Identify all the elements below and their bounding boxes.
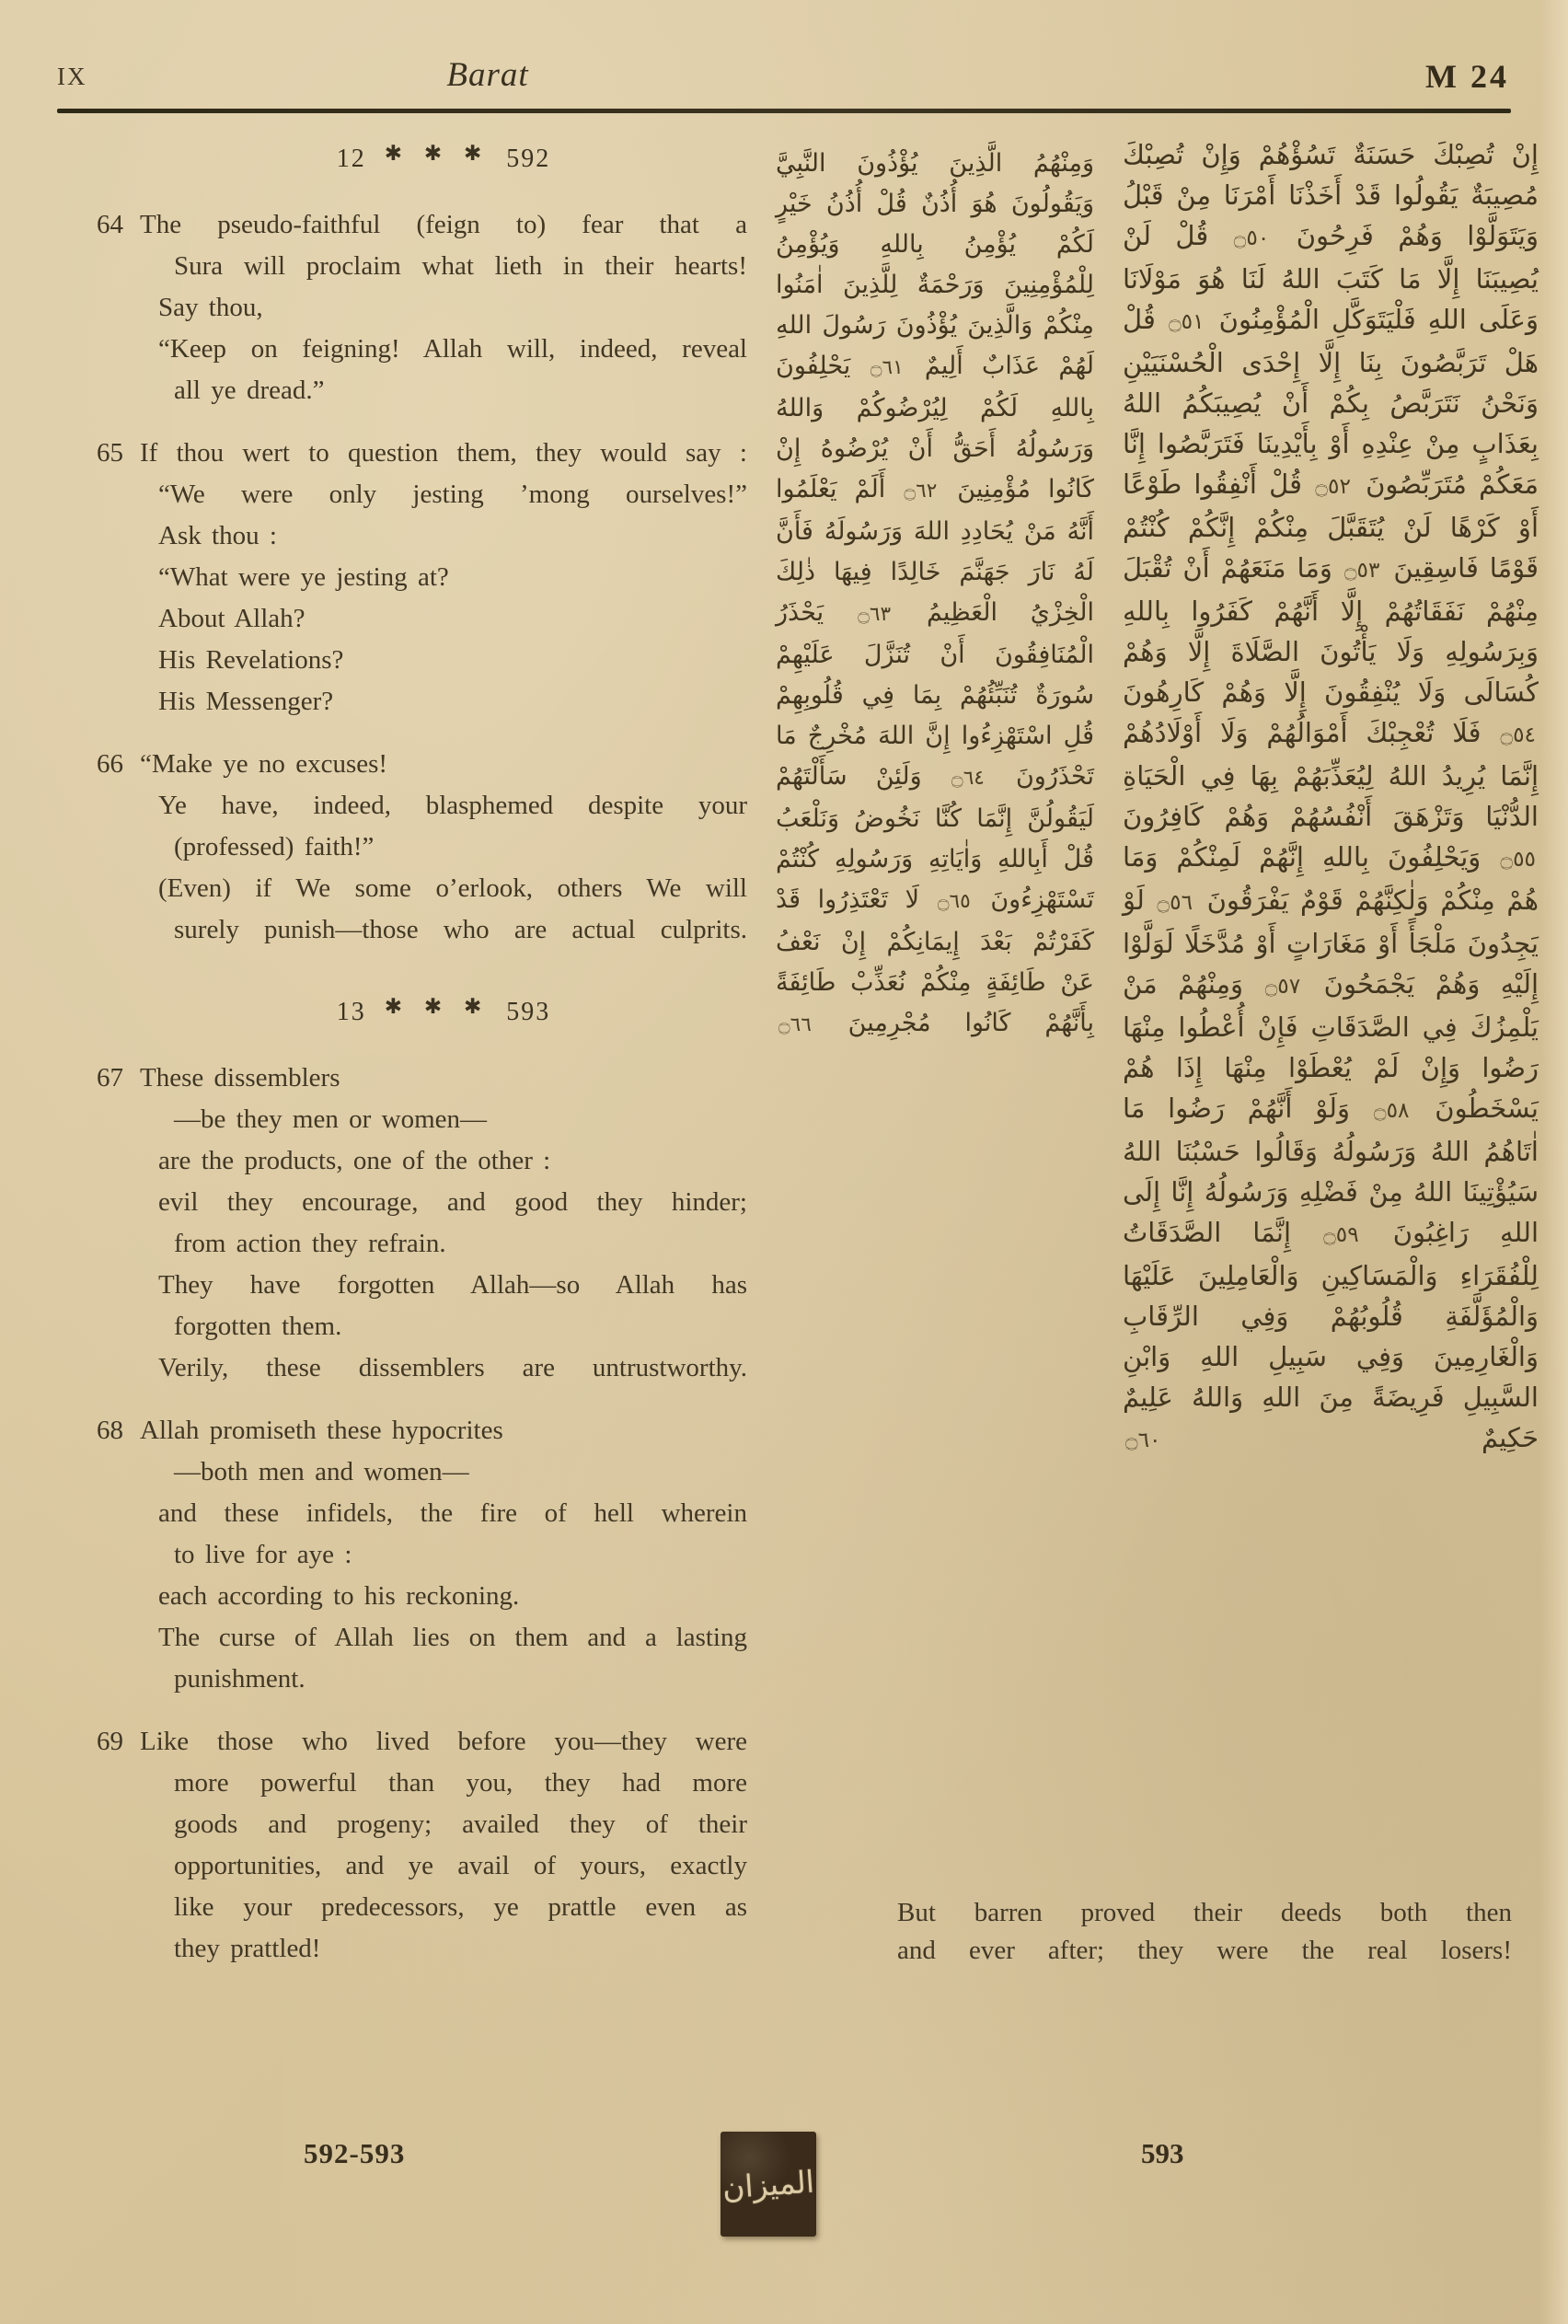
- section-number: 12: [336, 145, 366, 173]
- verse-line: “What were ye jesting at?: [158, 562, 449, 592]
- verse-block: [97, 1410, 747, 1700]
- verse-line: they prattled!: [174, 1934, 321, 1963]
- ayah-end-marker: ۝٦٦: [778, 1013, 812, 1036]
- verse-line: like your predecessors, ye prattle even as: [174, 1892, 747, 1922]
- verse-block: [97, 433, 747, 723]
- verse-line: opportunities, and ye avail of yours, exactly: [174, 1851, 747, 1880]
- section-page-number: 593: [506, 998, 551, 1026]
- verse-line: “Keep on feigning! Allah will, indeed, reveal: [158, 334, 747, 364]
- arabic-verse: لَوْ يَجِدُونَ مَلْجَأً أَوْ مَغَارَاتٍ أَوْ مُدَّخَلًا لَوَلَّوْا إِلَيْهِ وَهُمْ يَجْمَحُونَ: [1123, 885, 1539, 1000]
- arabic-verse: لَا تَعْتَذِرُوا قَدْ كَفَرْتُمْ بَعْدَ إِيمَانِكُمْ إِنْ نَعْفُ عَنْ طَائِفَةٍ مِنْكُمْ نُعَذِّبْ طَائِفَةً بِأَنَّهُمْ كَانُوا مُجْرِمِينَ: [776, 885, 1094, 1037]
- arabic-verse: فَلَا تُعْجِبْكَ أَمْوَالُهُمْ وَلَا أَوْلَادُهُمْ إِنَّمَا يُرِيدُ اللهُ لِيُعَذِّبَهُمْ بِهَا فِي الْحَيَاةِ الدُّنْيَا وَتَزْهَقَ أَنْفُسُهُمْ وَهُمْ كَافِرُونَ: [1123, 717, 1539, 832]
- verse-line: “Make ye no excuses!: [140, 749, 388, 779]
- verse-line: from action they refrain.: [174, 1229, 446, 1258]
- verse-line: Sura will proclaim what lieth in their hearts!: [174, 251, 747, 281]
- verse-line: more powerful than you, they had more: [174, 1768, 747, 1798]
- arabic-text-flow: [1123, 134, 1539, 1461]
- verse-block: [97, 744, 747, 951]
- verse-line: all ye dread.”: [174, 376, 325, 405]
- verse-line: are the products, one of the other :: [158, 1146, 551, 1175]
- verse-line: About Allah?: [158, 604, 306, 633]
- arabic-verse: قُلْ أَنْفِقُوا طَوْعًا أَوْ كَرْهًا لَنْ يُتَقَبَّلَ مِنْكُمْ إِنَّكُمْ كُنْتُمْ قَوْمًا فَاسِقِينَ: [1123, 468, 1539, 584]
- arabic-verse: وَلَوْ أَنَّهُمْ رَضُوا مَا اٰتَاهُمُ اللهُ وَرَسُولُهُ وَقَالُوا حَسْبُنَا اللهُ سَيُؤْتِينَا اللهُ مِنْ فَضْلِهِ وَرَسُولُهُ إِنَّا إِلَى اللهِ رَاغِبُونَ: [1123, 1093, 1539, 1248]
- arabic-verse: وَلَئِنْ سَأَلْتَهُمْ لَيَقُولُنَّ إِنَّمَا كُنَّا نَخُوضُ وَنَلْعَبُ قُلْ أَبِاللهِ وَاٰيَاتِهِ وَرَسُولِهِ كُنْتُمْ تَسْتَهْزِءُونَ: [776, 762, 1094, 914]
- verse-number: 66: [97, 749, 123, 779]
- section-page-number: 592: [506, 145, 551, 173]
- ayah-end-marker: ۝٥٨: [1353, 1098, 1410, 1123]
- verse-line: If thou wert to question them, they would say :: [140, 438, 747, 468]
- arabic-verse: يَحْلِفُونَ بِاللهِ لَكُمْ لِيُرْضُوكُمْ وَاللهُ وَرَسُولُهُ أَحَقُّ أَنْ يُرْضُوهُ إِنْ كَانُوا مُؤْمِنِينَ: [776, 352, 1094, 503]
- ayah-end-marker: ۝٥٠: [1211, 225, 1270, 250]
- verse-number: 64: [97, 210, 123, 239]
- ayah-end-marker: ۝٦٥: [922, 890, 971, 913]
- arabic-verse: وَيَحْلِفُونَ بِاللهِ إِنَّهُمْ لَمِنْكُمْ وَمَا هُمْ مِنْكُمْ وَلٰكِنَّهُمْ قَوْمٌ يَفْرَقُونَ: [1123, 841, 1539, 916]
- verse-line: Say thou,: [158, 293, 263, 322]
- ayah-end-marker: ۝٥٣: [1334, 558, 1380, 583]
- arabic-verse: وَمِنْهُمُ الَّذِينَ يُؤْذُونَ النَّبِيَّ وَيَقُولُونَ هُوَ أُذُنٌ قُلْ أُذُنُ خَيْرٍ لَكُمْ يُؤْمِنُ بِاللهِ وَيُؤْمِنُ لِلْمُؤْمِنِينَ وَرَحْمَةٌ لِلَّذِينَ اٰمَنُوا مِنْكُمْ وَالَّذِينَ يُؤْذُونَ رَسُولَ اللهِ لَهُمْ عَذَابٌ أَلِيمٌ: [776, 149, 1094, 380]
- verse-line: Ask thou :: [158, 521, 277, 550]
- verse-line: and these infidels, the fire of hell wherein: [158, 1498, 747, 1528]
- arabic-column-middle: [776, 144, 1094, 1046]
- footer-page-range: 592-593: [304, 2137, 406, 2169]
- verse-line: —be they men or women—: [174, 1104, 487, 1134]
- verse-line: (Even) if We some o’erlook, others We will: [158, 873, 747, 903]
- verse-number: 67: [97, 1063, 123, 1093]
- section-stars: ✱ ✱ ✱: [384, 995, 489, 1018]
- verse-line: goods and progeny; availed they of their: [174, 1809, 747, 1839]
- verse-line: Like those who lived before you—they were: [140, 1727, 747, 1756]
- arabic-column-right: [1123, 134, 1539, 1461]
- verse-line: —both men and women—: [174, 1457, 469, 1486]
- verse-line: to live for aye :: [174, 1540, 352, 1569]
- verse-line: The pseudo-faithful (feign to) fear that a: [140, 210, 747, 239]
- ayah-end-marker: ۝٥٤: [1483, 723, 1537, 747]
- verse-line: (professed) faith!”: [174, 832, 375, 861]
- continuation-line: But barren proved their deeds both then: [897, 1898, 1512, 1927]
- ayah-end-marker: ۝٦٢: [888, 480, 938, 503]
- verse-line: Ye have, indeed, blasphemed despite your: [158, 791, 747, 820]
- ayah-end-marker: ۝٥٢: [1305, 474, 1351, 499]
- verse-number: 69: [97, 1727, 123, 1756]
- section-heading: [140, 991, 747, 1034]
- verse-line: forgotten them.: [174, 1312, 342, 1341]
- ayah-end-marker: ۝٦٤: [924, 767, 985, 790]
- verse-line: His Revelations?: [158, 645, 344, 675]
- verse-line: Allah promiseth these hypocrites: [140, 1416, 503, 1445]
- footer-page-number: 593: [1141, 2137, 1184, 2169]
- english-column: [97, 136, 747, 1991]
- seal-calligraphy: الميزان: [721, 2163, 816, 2205]
- volume-label: M 24: [1425, 58, 1509, 95]
- verse-line: The curse of Allah lies on them and a lasting: [158, 1623, 747, 1652]
- arabic-verse: وَمِنْهُمْ مَنْ يَلْمِزُكَ فِي الصَّدَقَاتِ فَإِنْ أُعْطُوا مِنْهَا رَضُوا وَإِنْ لَمْ يُعْطَوْا مِنْهَا إِذَا هُمْ يَسْخَطُونَ: [1123, 968, 1539, 1124]
- verse-line: “We were only jesting ’mong ourselves!”: [158, 480, 747, 509]
- ayah-end-marker: ۝٦٣: [826, 603, 892, 626]
- section-stars: ✱ ✱ ✱: [384, 142, 489, 165]
- verse-block: [97, 204, 747, 411]
- verse-block: [97, 1721, 747, 1970]
- verse-block: [97, 1058, 747, 1389]
- section-heading: [140, 138, 747, 180]
- arabic-verse: وَمَا مَنَعَهُمْ أَنْ تُقْبَلَ مِنْهُمْ نَفَقَاتُهُمْ إِلَّا أَنَّهُمْ كَفَرُوا بِاللهِ وَبِرَسُولِهِ وَلَا يَأْتُونَ الصَّلَاةَ إِلَّا وَهُمْ كُسَالَى وَلَا يُنْفِقُونَ إِلَّا وَهُمْ كَارِهُونَ: [1123, 552, 1539, 708]
- verse-line: Verily, these dissemblers are untrustworthy.: [158, 1353, 747, 1382]
- verse-line: These dissemblers: [140, 1063, 340, 1093]
- arabic-verse: أَلَمْ يَعْلَمُوا أَنَّهُ مَنْ يُحَادِدِ اللهَ وَرَسُولَهُ فَأَنَّ لَهُ نَارَ جَهَنَّمَ خَالِدًا فِيهَا ذٰلِكَ الْخِزْيُ الْعَظِيمُ: [776, 475, 1094, 627]
- continuation-text: [897, 1894, 1512, 1970]
- verse-line: punishment.: [174, 1664, 306, 1694]
- page-title: Barat: [446, 56, 529, 94]
- verse-line: surely punish—those who are actual culprits.: [174, 915, 747, 944]
- ayah-end-marker: ۝٥٩: [1294, 1222, 1359, 1247]
- arabic-text-flow: [776, 144, 1094, 1046]
- ayah-end-marker: ۝٥٦: [1147, 890, 1193, 915]
- verse-line: They have forgotten Allah—so Allah has: [158, 1270, 747, 1300]
- verse-number: 68: [97, 1416, 123, 1445]
- part-number-label: IX: [57, 63, 87, 90]
- arabic-verse: قُلْ لَنْ يُصِيبَنَا إِلَّا مَا كَتَبَ اللهُ لَنَا هُوَ مَوْلَانَا وَعَلَى اللهِ فَلْيَتَوَكَّلِ الْمُؤْمِنُونَ: [1123, 220, 1539, 335]
- verse-line: His Messenger?: [158, 687, 334, 716]
- ayah-end-marker: ۝٥٥: [1483, 847, 1537, 872]
- arabic-verse: إِنْ تُصِبْكَ حَسَنَةٌ تَسُؤْهُمْ وَإِنْ تُصِبْكَ مُصِيبَةٌ يَقُولُوا قَدْ أَخَذْنَا أَمْرَنَا مِنْ قَبْلُ وَيَتَوَلَّوْا وَهُمْ فَرِحُونَ: [1123, 139, 1539, 251]
- header-rule: [57, 109, 1511, 113]
- arabic-verse: إِنَّمَا الصَّدَقَاتُ لِلْفُقَرَاءِ وَالْمَسَاكِينِ وَالْعَامِلِينَ عَلَيْهَا وَالْمُؤَلَّفَةِ قُلُوبُهُمْ وَفِي الرِّقَابِ وَالْغَارِمِينَ وَفِي سَبِيلِ اللهِ وَابْنِ السَّبِيلِ فَرِيضَةً مِنَ اللهِ وَاللهُ عَلِيمٌ حَكِيمٌ: [1123, 1217, 1539, 1453]
- verse-line: evil they encourage, and good they hinder;: [158, 1187, 747, 1217]
- arabic-verse: قُلْ هَلْ تَرَبَّصُونَ بِنَا إِلَّا إِحْدَى الْحُسْنَيَيْنِ وَنَحْنُ نَتَرَبَّصُ بِكُمْ أَنْ يُصِيبَكُمُ اللهُ بِعَذَابٍ مِنْ عِنْدِهِ أَوْ بِأَيْدِينَا فَتَرَبَّصُوا إِنَّا مَعَكُمْ مُتَرَبِّصُونَ: [1123, 304, 1539, 500]
- ayah-end-marker: ۝٥١: [1158, 309, 1205, 334]
- ayah-end-marker: ۝٥٧: [1246, 974, 1301, 999]
- arabic-verse: يَحْذَرُ الْمُنَافِقُونَ أَنْ تُنَزَّلَ عَلَيْهِمْ سُورَةٌ تُنَبِّئُهُمْ بِمَا فِي قُلُوبِهِمْ قُلِ اسْتَهْزِءُوا إِنَّ اللهَ مُخْرِجٌ مَا تَحْذَرُونَ: [776, 598, 1094, 791]
- verse-line: each according to his reckoning.: [158, 1581, 520, 1611]
- ayah-end-marker: ۝٦١: [853, 356, 904, 379]
- ayah-end-marker: ۝٦٠: [1125, 1428, 1161, 1452]
- section-number: 13: [336, 998, 366, 1026]
- verse-number: 65: [97, 438, 123, 468]
- continuation-line: and ever after; they were the real losers!: [897, 1936, 1512, 1965]
- publisher-seal: [721, 2132, 816, 2237]
